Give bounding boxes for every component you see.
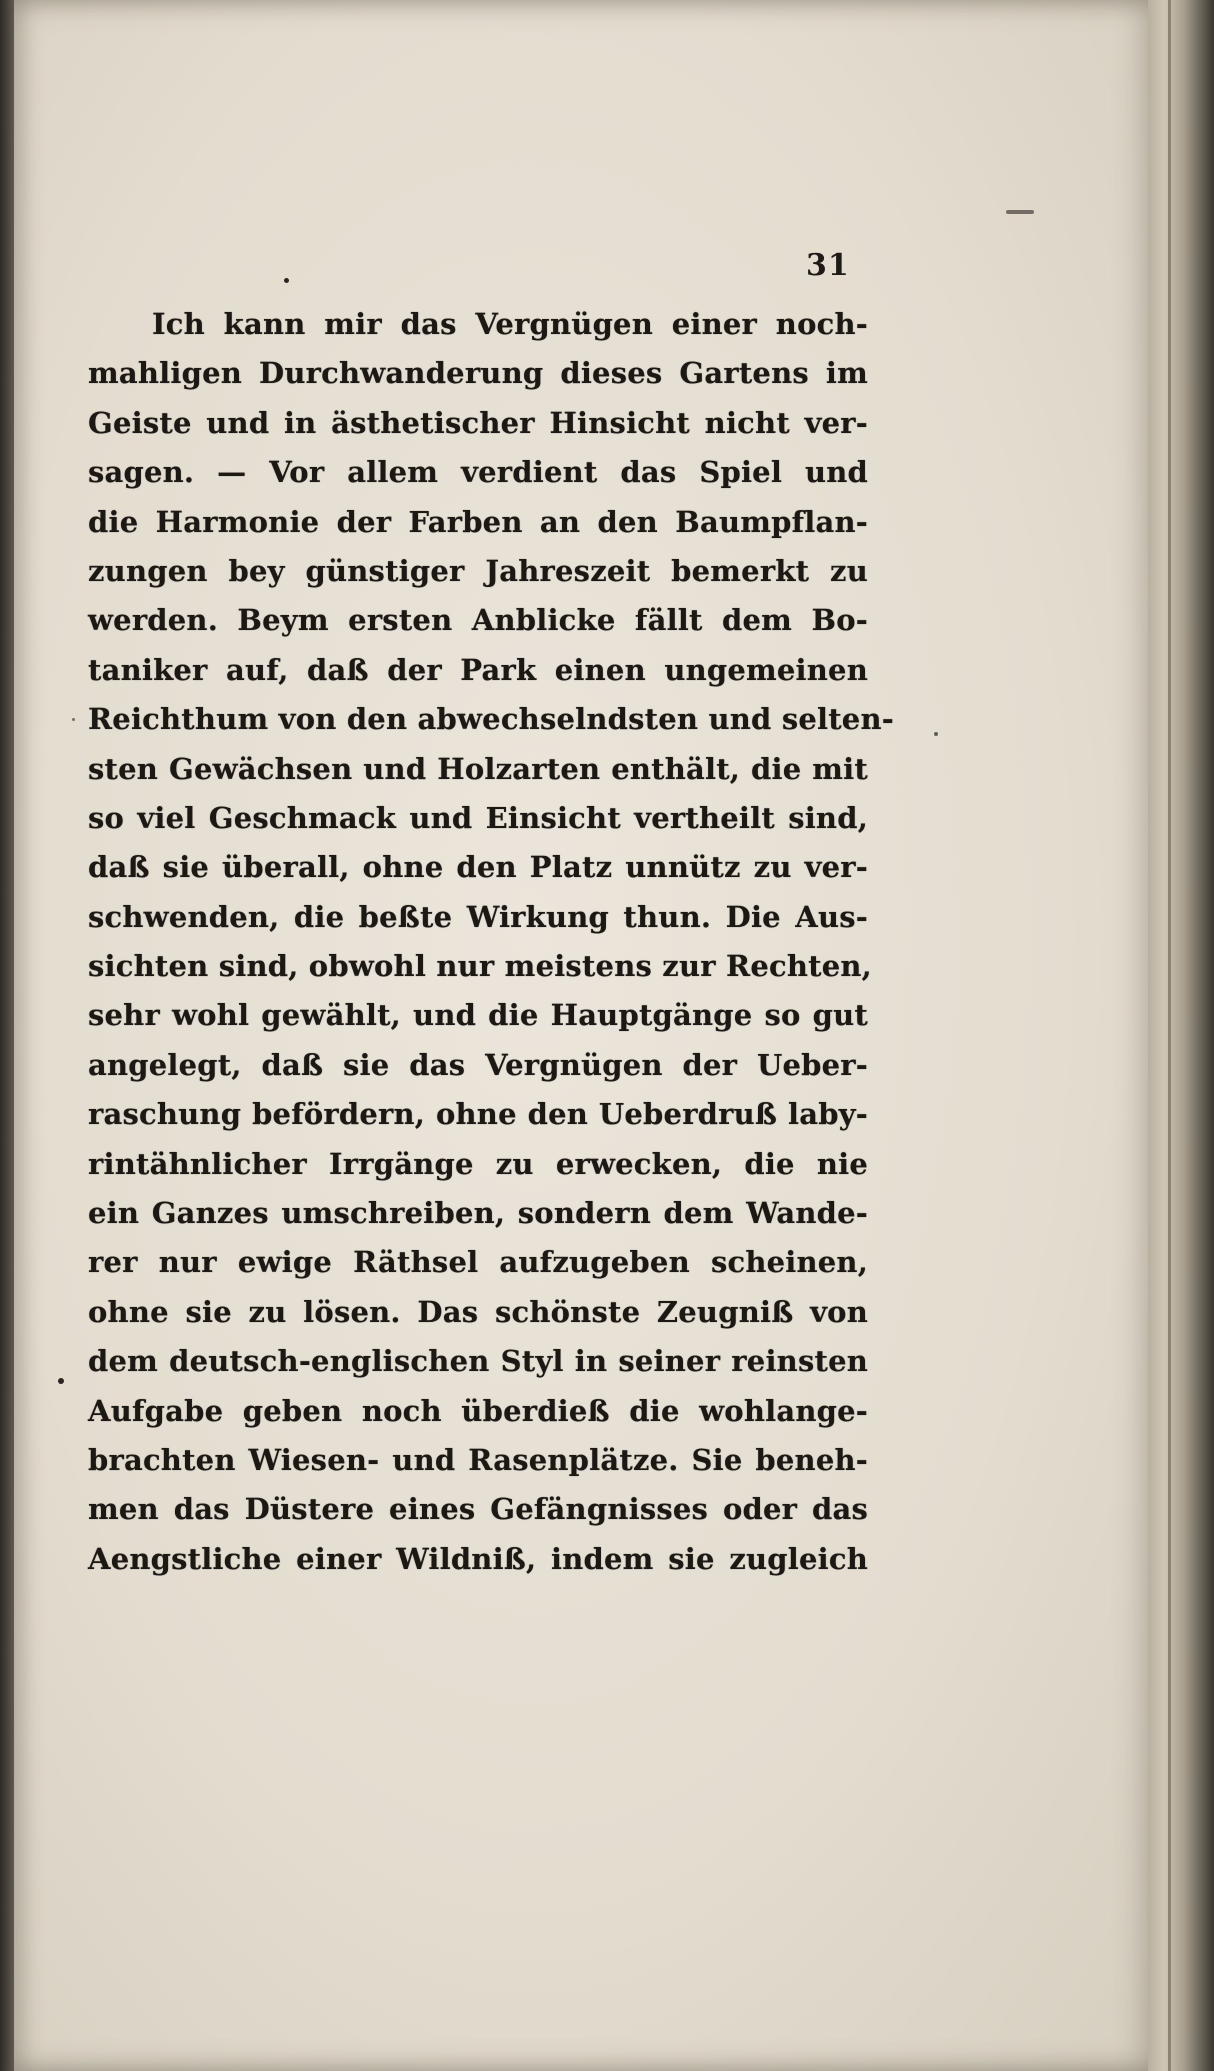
ink-speck	[284, 278, 289, 283]
text-line: rintähnlicher Irrgänge zu erwecken, die nie	[88, 1146, 868, 1181]
text-line: sichten sind, obwohl nur meistens zur Rechten,	[88, 949, 872, 984]
text-line: sagen. — Vor allem verdient das Spiel und	[88, 455, 868, 490]
text-line: sten Gewächsen und Holzarten enthält, die mit	[88, 751, 868, 786]
text-line: Aengstliche einer Wildniß, indem sie zugleich	[88, 1541, 868, 1576]
text-line: raschung befördern, ohne den Ueberdruß laby-	[88, 1097, 868, 1132]
body-text	[88, 300, 894, 1584]
text-line: mahligen Durchwanderung dieses Gartens im	[88, 356, 868, 391]
ink-speck	[934, 732, 938, 736]
book-gutter	[1148, 0, 1214, 2071]
text-line: ohne sie zu lösen. Das schönste Zeugniß von	[88, 1294, 868, 1329]
text-line: ein Ganzes umschreiben, sondern dem Wande-	[88, 1196, 868, 1231]
text-line: men das Düstere eines Gefängnisses oder das	[88, 1492, 868, 1527]
ink-speck	[58, 1378, 64, 1384]
text-line: Geiste und in ästhetischer Hinsicht nicht ver-	[88, 405, 868, 440]
text-line: daß sie überall, ohne den Platz unnütz zu ver-	[88, 850, 868, 885]
ink-speck	[72, 718, 75, 721]
text-line: die Harmonie der Farben an den Baumpflan-	[88, 504, 868, 539]
text-line: so viel Geschmack und Einsicht vertheilt sind,	[88, 800, 868, 835]
text-line: dem deutsch-englischen Styl in seiner reinsten	[88, 1344, 868, 1379]
text-line: zungen bey günstiger Jahreszeit bemerkt zu	[88, 553, 868, 588]
text-line: schwenden, die beßte Wirkung thun. Die Aus-	[88, 899, 868, 934]
text-line: rer nur ewige Räthsel aufzugeben scheinen,	[88, 1245, 868, 1280]
text-line: taniker auf, daß der Park einen ungemeinen	[88, 652, 868, 687]
text-line: angelegt, daß sie das Vergnügen der Ueber-	[88, 1047, 868, 1082]
text-line: brachten Wiesen- und Rasenplätze. Sie beneh-	[88, 1442, 868, 1477]
gutter-fold-line	[1168, 0, 1171, 2071]
text-line: werden. Beym ersten Anblicke fällt dem Bo-	[88, 603, 868, 638]
text-line: Aufgabe geben noch überdieß die wohlange-	[88, 1393, 868, 1428]
text-line: sehr wohl gewählt, und die Hauptgänge so gut	[88, 998, 868, 1033]
text-line: Reichthum von den abwechselndsten und selten-	[88, 702, 894, 737]
page-number: 31	[806, 248, 850, 283]
ink-speck	[1006, 210, 1034, 214]
text-line: Ich kann mir das Vergnügen einer noch-	[152, 307, 868, 341]
